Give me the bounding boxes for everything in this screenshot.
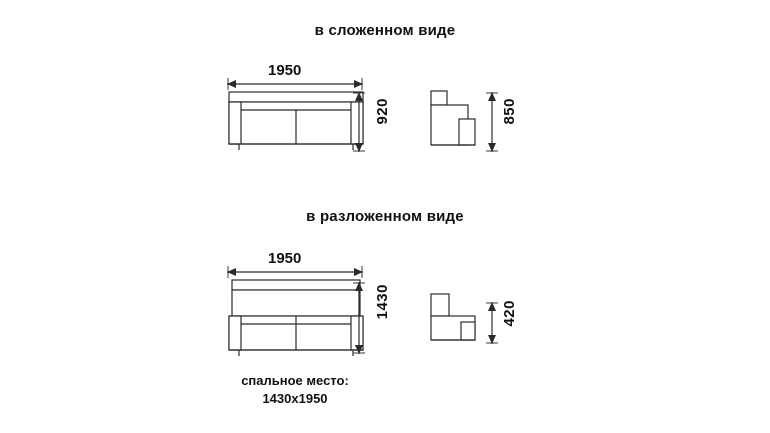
sofa-side-unfolded	[428, 292, 488, 352]
side-height-dimension-arrow-folded	[485, 88, 499, 158]
sleeping-area-caption-line1: спальное место:	[241, 373, 349, 388]
sofa-front-folded	[225, 90, 370, 156]
width-label-unfolded: 1950	[268, 250, 302, 267]
width-dimension-arrow-folded	[225, 77, 365, 91]
height-label-unfolded: 1430	[374, 284, 391, 320]
section-title-unfolded: в разложенном виде	[306, 208, 464, 225]
width-dimension-arrow-unfolded	[225, 265, 365, 279]
width-label-folded: 1950	[268, 62, 302, 79]
sofa-front-unfolded	[225, 278, 370, 362]
side-height-label-unfolded: 420	[501, 300, 518, 327]
sofa-side-folded	[428, 88, 484, 158]
sleeping-area-caption-line2: 1430x1950	[262, 391, 328, 406]
side-height-label-folded: 850	[501, 98, 518, 125]
height-dimension-arrow-folded	[352, 88, 366, 156]
side-height-dimension-arrow-unfolded	[485, 298, 499, 348]
height-dimension-arrow-unfolded	[352, 278, 366, 358]
height-label-folded: 920	[374, 98, 391, 125]
section-title-folded: в сложенном виде	[314, 22, 456, 39]
